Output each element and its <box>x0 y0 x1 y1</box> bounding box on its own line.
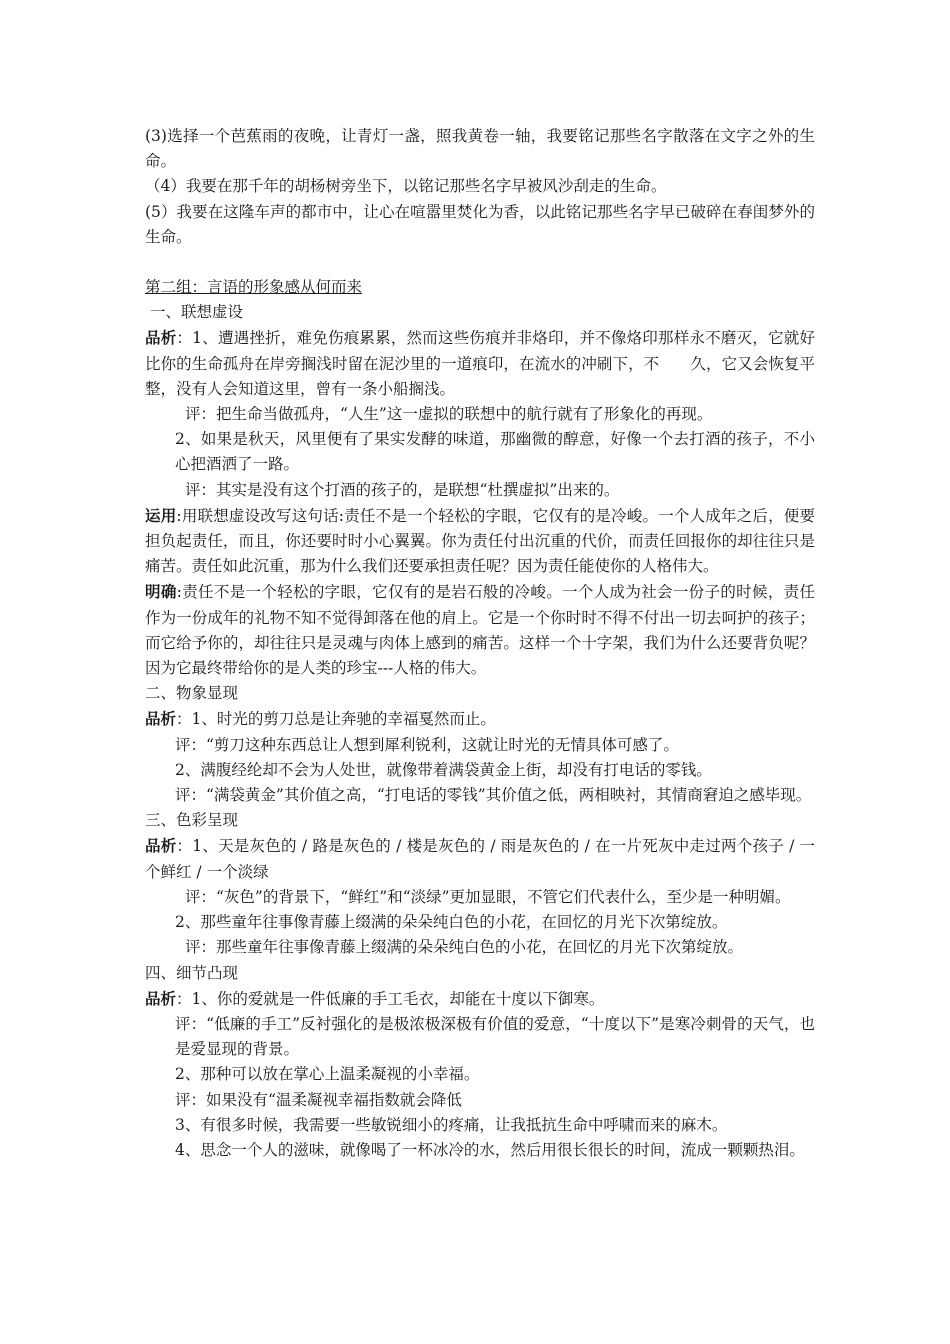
section4-comment2: 评：如果没有“温柔凝视幸福指数就会降低 <box>175 1090 462 1109</box>
section3-item1: 品析：1、天是灰色的 / 路是灰色的 / 楼是灰色的 / 雨是灰色的 / 在一片死灰中走过两个孩子 / 一个鲜红 / 一个淡绿 <box>145 836 815 881</box>
section3-heading: 三、色彩呈现 <box>145 811 239 830</box>
intro-paragraph-5: (5）我要在这隆车声的都市中，让心在喧嚣里焚化为香，以此铭记那些名字早已破碎在春闺梦外的生命。 <box>145 202 815 246</box>
section1-heading: 一、联想虚设 <box>149 303 243 322</box>
section2-item2: 2、满腹经纶却不会为人处世，就像带着满袋黄金上街，却没有打电话的零钱。 <box>175 760 712 779</box>
section4-item2: 2、那种可以放在掌心上温柔凝视的小幸福。 <box>175 1065 480 1084</box>
document-page <box>145 124 815 1163</box>
section1-comment1: 评：把生命当做孤舟，“人生”这一虚拟的联想中的航行就有了形象化的再现。 <box>185 405 713 424</box>
section1-item2: 2、如果是秋天，风里便有了果实发酵的味道，那幽微的醇意，好像一个去打酒的孩子，不小心把酒洒了一路。 <box>175 430 815 474</box>
section2-item1: 品析：1、时光的剪刀总是让奔驰的幸福戛然而止。 <box>145 709 496 729</box>
group2-title: 第二组：言语的形象感从何而来 <box>145 278 363 297</box>
section3-comment1: 评：“灰色”的背景下，“鲜红”和“淡绿”更加显眼，不管它们代表什么，至少是一种明媚。 <box>185 887 791 906</box>
section4-comment1: 评：“低廉的手工”反衬强化的是极浓极深极有价值的爱意，“十度以下”是寒冷刺骨的天气，也是爱显现的背景。 <box>175 1014 815 1059</box>
section4-heading: 四、细节凸现 <box>145 963 239 982</box>
analysis-label: 品析 <box>145 328 177 348</box>
section2-comment1: 评：“剪刀这种东西总让人想到犀利锐利，这就让时光的无情具体可感了。 <box>175 735 679 754</box>
blank-line <box>145 250 815 275</box>
section4-item1: 品析：1、你的爱就是一件低廉的手工毛衣，却能在十度以下御寒。 <box>145 988 605 1008</box>
apply-label: 运用 <box>145 505 177 525</box>
section4-item4: 4、思念一个人的滋味，就像喝了一杯冰冷的水，然后用很长很长的时间，流成一颗颗热泪。 <box>175 1140 805 1159</box>
section2-heading: 二、物象显现 <box>145 684 239 703</box>
section1-comment2: 评：其实是没有这个打酒的孩子的，是联想“杜撰虚拟”出来的。 <box>185 480 620 499</box>
section2-comment2: 评：“满袋黄金”其价值之高，“打电话的零钱”其价值之低，两相映衬，其情商窘迫之感毕现。 <box>175 786 812 805</box>
answer-label: 明确 <box>145 582 177 602</box>
section1-item1: 品析：1、遭遇挫折，难免伤痕累累，然而这些伤痕并非烙印，并不像烙印那样永不磨灭，它就好比你的生命孤舟在岸旁搁浅时留在泥沙里的一道痕印，在流水的冲刷下，不 久，它又会恢复平整，没有人会知道这里，曾有一条小船搁浅。 <box>145 328 815 398</box>
intro-paragraph-3: (3)选择一个芭蕉雨的夜晚，让青灯一盏，照我黄卷一轴，我要铭记那些名字散落在文字之外的生命。 <box>145 127 815 171</box>
analysis-label: 品析 <box>145 988 177 1008</box>
section1-apply: 运用:用联想虚设改写这句话:责任不是一个轻松的字眼，它仅有的是冷峻。一个人成年之后，便要担负起责任，而且，你还要时时小心翼翼。你为责任付出沉重的代价，而责任回报你的却往往只是痛苦。责任如此沉重，那为什么我们还要承担责任呢？因为责任能使你的人格伟大。 <box>145 505 815 576</box>
section3-item2: 2、那些童年往事像青藤上缀满的朵朵纯白色的小花，在回忆的月光下次第绽放。 <box>175 913 728 932</box>
section4-item3: 3、有很多时候，我需要一些敏锐细小的疼痛，让我抵抗生命中呼啸而来的麻木。 <box>175 1115 728 1134</box>
intro-paragraph-4: （4）我要在那千年的胡杨树旁坐下，以铭记那些名字早被风沙刮走的生命。 <box>145 177 667 196</box>
section1-answer: 明确:责任不是一个轻松的字眼，它仅有的是岩石般的冷峻。一个人成为社会一份子的时候，责任作为一份成年的礼物不知不觉得卸落在他的肩上。它是一个你时时不得不付出一切去呵护的孩子；而它给予你的，却往往只是灵魂与肉体上感到的痛苦。这样一个十字架，我们为什么还要背负呢？因为它最终带给你的是人类的珍宝---人格的伟大。 <box>145 582 815 678</box>
section3-comment2: 评：那些童年往事像青藤上缀满的朵朵纯白色的小花，在回忆的月光下次第绽放。 <box>185 938 744 957</box>
analysis-label: 品析 <box>145 709 177 729</box>
analysis-label: 品析 <box>145 836 177 856</box>
